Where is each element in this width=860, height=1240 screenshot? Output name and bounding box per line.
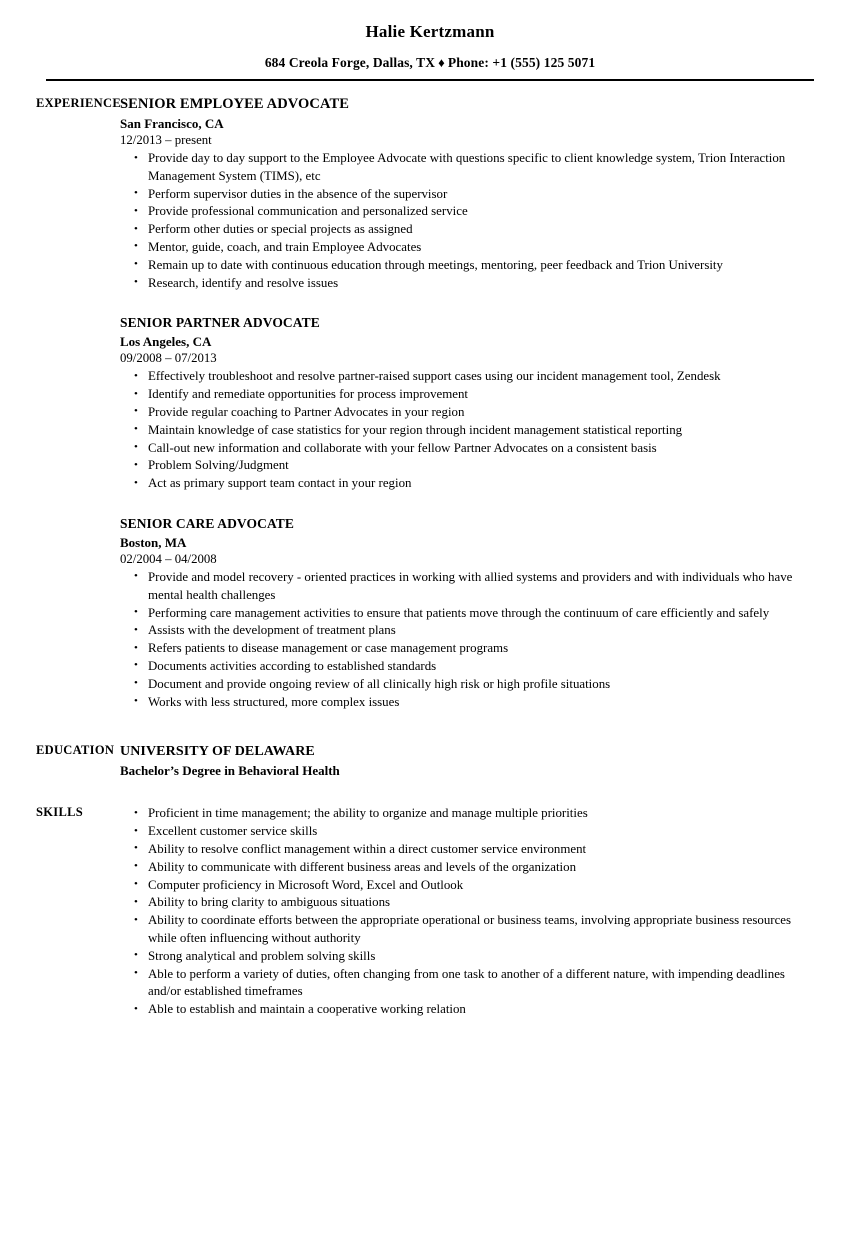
job-bullet-list xyxy=(120,150,812,292)
skill-bullet: • Ability to bring clarity to ambiguous situations xyxy=(120,894,812,912)
skill-bullet: • Ability to resolve conflict management within a direct customer service environment xyxy=(120,841,812,859)
contact-line xyxy=(0,55,860,71)
job-bullet: • Act as primary support team contact in your region xyxy=(120,475,812,493)
skill-bullet: • Able to perform a variety of duties, often changing from one task to another of a different nature, with impending deadlines and/or established timeframes xyxy=(120,966,812,1002)
skill-bullet: • Ability to communicate with different business areas and levels of the organization xyxy=(120,859,812,877)
job-bullet: • Provide professional communication and personalized service xyxy=(120,203,812,221)
job-bullet-list xyxy=(120,569,812,711)
job-title: SENIOR CARE ADVOCATE xyxy=(120,515,295,531)
skill-bullet: • Strong analytical and problem solving skills xyxy=(120,948,812,966)
job-bullet: • Performing care management activities to ensure that patients move through the continuum of care efficiently and safely xyxy=(120,605,812,623)
job-bullet: • Provide and model recovery - oriented practices in working with allied systems and providers and with individuals who have mental health challenges xyxy=(120,569,812,605)
education-section xyxy=(0,743,860,779)
job-dates: 09/2008 – 07/2013 xyxy=(120,351,217,366)
skill-bullet: • Excellent customer service skills xyxy=(120,823,812,841)
job-bullet: • Works with less structured, more complex issues xyxy=(120,694,812,712)
job-bullet: • Identify and remediate opportunities for process improvement xyxy=(120,386,812,404)
skill-bullet: • Ability to coordinate efforts between the appropriate operational or business teams, involving appropriate business resources while often influencing without authority xyxy=(120,912,812,948)
job-location: Boston, MA xyxy=(120,534,187,550)
job-bullet: • Effectively troubleshoot and resolve partner-raised support cases using our incident management tool, Zendesk xyxy=(120,368,812,386)
education-section-label: EDUCATION xyxy=(36,743,115,758)
skill-bullet: • Proficient in time management; the ability to organize and manage multiple priorities xyxy=(120,805,812,823)
job-dates: 02/2004 – 04/2008 xyxy=(120,551,217,566)
diamond-separator-icon: ♦ xyxy=(438,55,445,70)
job-bullet: • Remain up to date with continuous education through meetings, mentoring, peer feedback and Trion University xyxy=(120,257,812,275)
job-bullet: • Problem Solving/Judgment xyxy=(120,457,812,475)
education-entries xyxy=(120,743,860,779)
header-divider xyxy=(46,79,814,81)
experience-entry xyxy=(120,515,812,711)
skills-bullet-list xyxy=(120,805,812,1019)
skills-section xyxy=(0,805,860,1019)
resume-header xyxy=(0,0,860,81)
skill-bullet: • Computer proficiency in Microsoft Word, Excel and Outlook xyxy=(120,877,812,895)
experience-section xyxy=(0,96,860,711)
candidate-name: Halie Kertzmann xyxy=(365,22,495,41)
job-bullet: • Perform other duties or special projects as assigned xyxy=(120,221,812,239)
job-bullet: • Provide day to day support to the Employee Advocate with questions specific to client knowledge system, Trion Interaction Management System (TIMS), etc xyxy=(120,150,812,186)
job-bullet-list xyxy=(120,368,812,493)
job-bullet: • Maintain knowledge of case statistics for your region through incident management statistical reporting xyxy=(120,422,812,440)
skills-section-label: SKILLS xyxy=(36,805,83,820)
experience-entry xyxy=(120,96,812,292)
job-bullet: • Assists with the development of treatment plans xyxy=(120,622,812,640)
job-bullet: • Call-out new information and collaborate with your fellow Partner Advocates on a consistent basis xyxy=(120,440,812,458)
job-bullet: • Documents activities according to established standards xyxy=(120,658,812,676)
education-degree: Bachelor’s Degree in Behavioral Health xyxy=(120,763,340,779)
experience-section-label: EXPERIENCE xyxy=(36,96,121,110)
job-bullet: • Perform supervisor duties in the absence of the supervisor xyxy=(120,186,812,204)
job-bullet: • Document and provide ongoing review of all clinically high risk or high profile situations xyxy=(120,676,812,694)
contact-address: 684 Creola Forge, Dallas, TX xyxy=(264,55,436,70)
job-title: SENIOR PARTNER ADVOCATE xyxy=(120,315,320,331)
job-bullet: • Provide regular coaching to Partner Advocates in your region xyxy=(120,404,812,422)
skill-bullet: • Able to establish and maintain a cooperative working relation xyxy=(120,1001,812,1019)
education-school: UNIVERSITY OF DELAWARE xyxy=(120,744,315,760)
job-location: Los Angeles, CA xyxy=(120,334,212,350)
job-bullet: • Mentor, guide, coach, and train Employee Advocates xyxy=(120,239,812,257)
job-location: San Francisco, CA xyxy=(120,116,224,131)
skills-entries xyxy=(120,805,860,1019)
experience-entries xyxy=(120,96,860,711)
job-bullet: • Refers patients to disease management or case management programs xyxy=(120,640,812,658)
experience-entry xyxy=(120,314,812,493)
job-title: SENIOR EMPLOYEE ADVOCATE xyxy=(120,96,350,112)
contact-phone: Phone: +1 (555) 125 5071 xyxy=(447,55,596,70)
job-dates: 12/2013 – present xyxy=(120,133,212,147)
job-bullet: • Research, identify and resolve issues xyxy=(120,275,812,293)
